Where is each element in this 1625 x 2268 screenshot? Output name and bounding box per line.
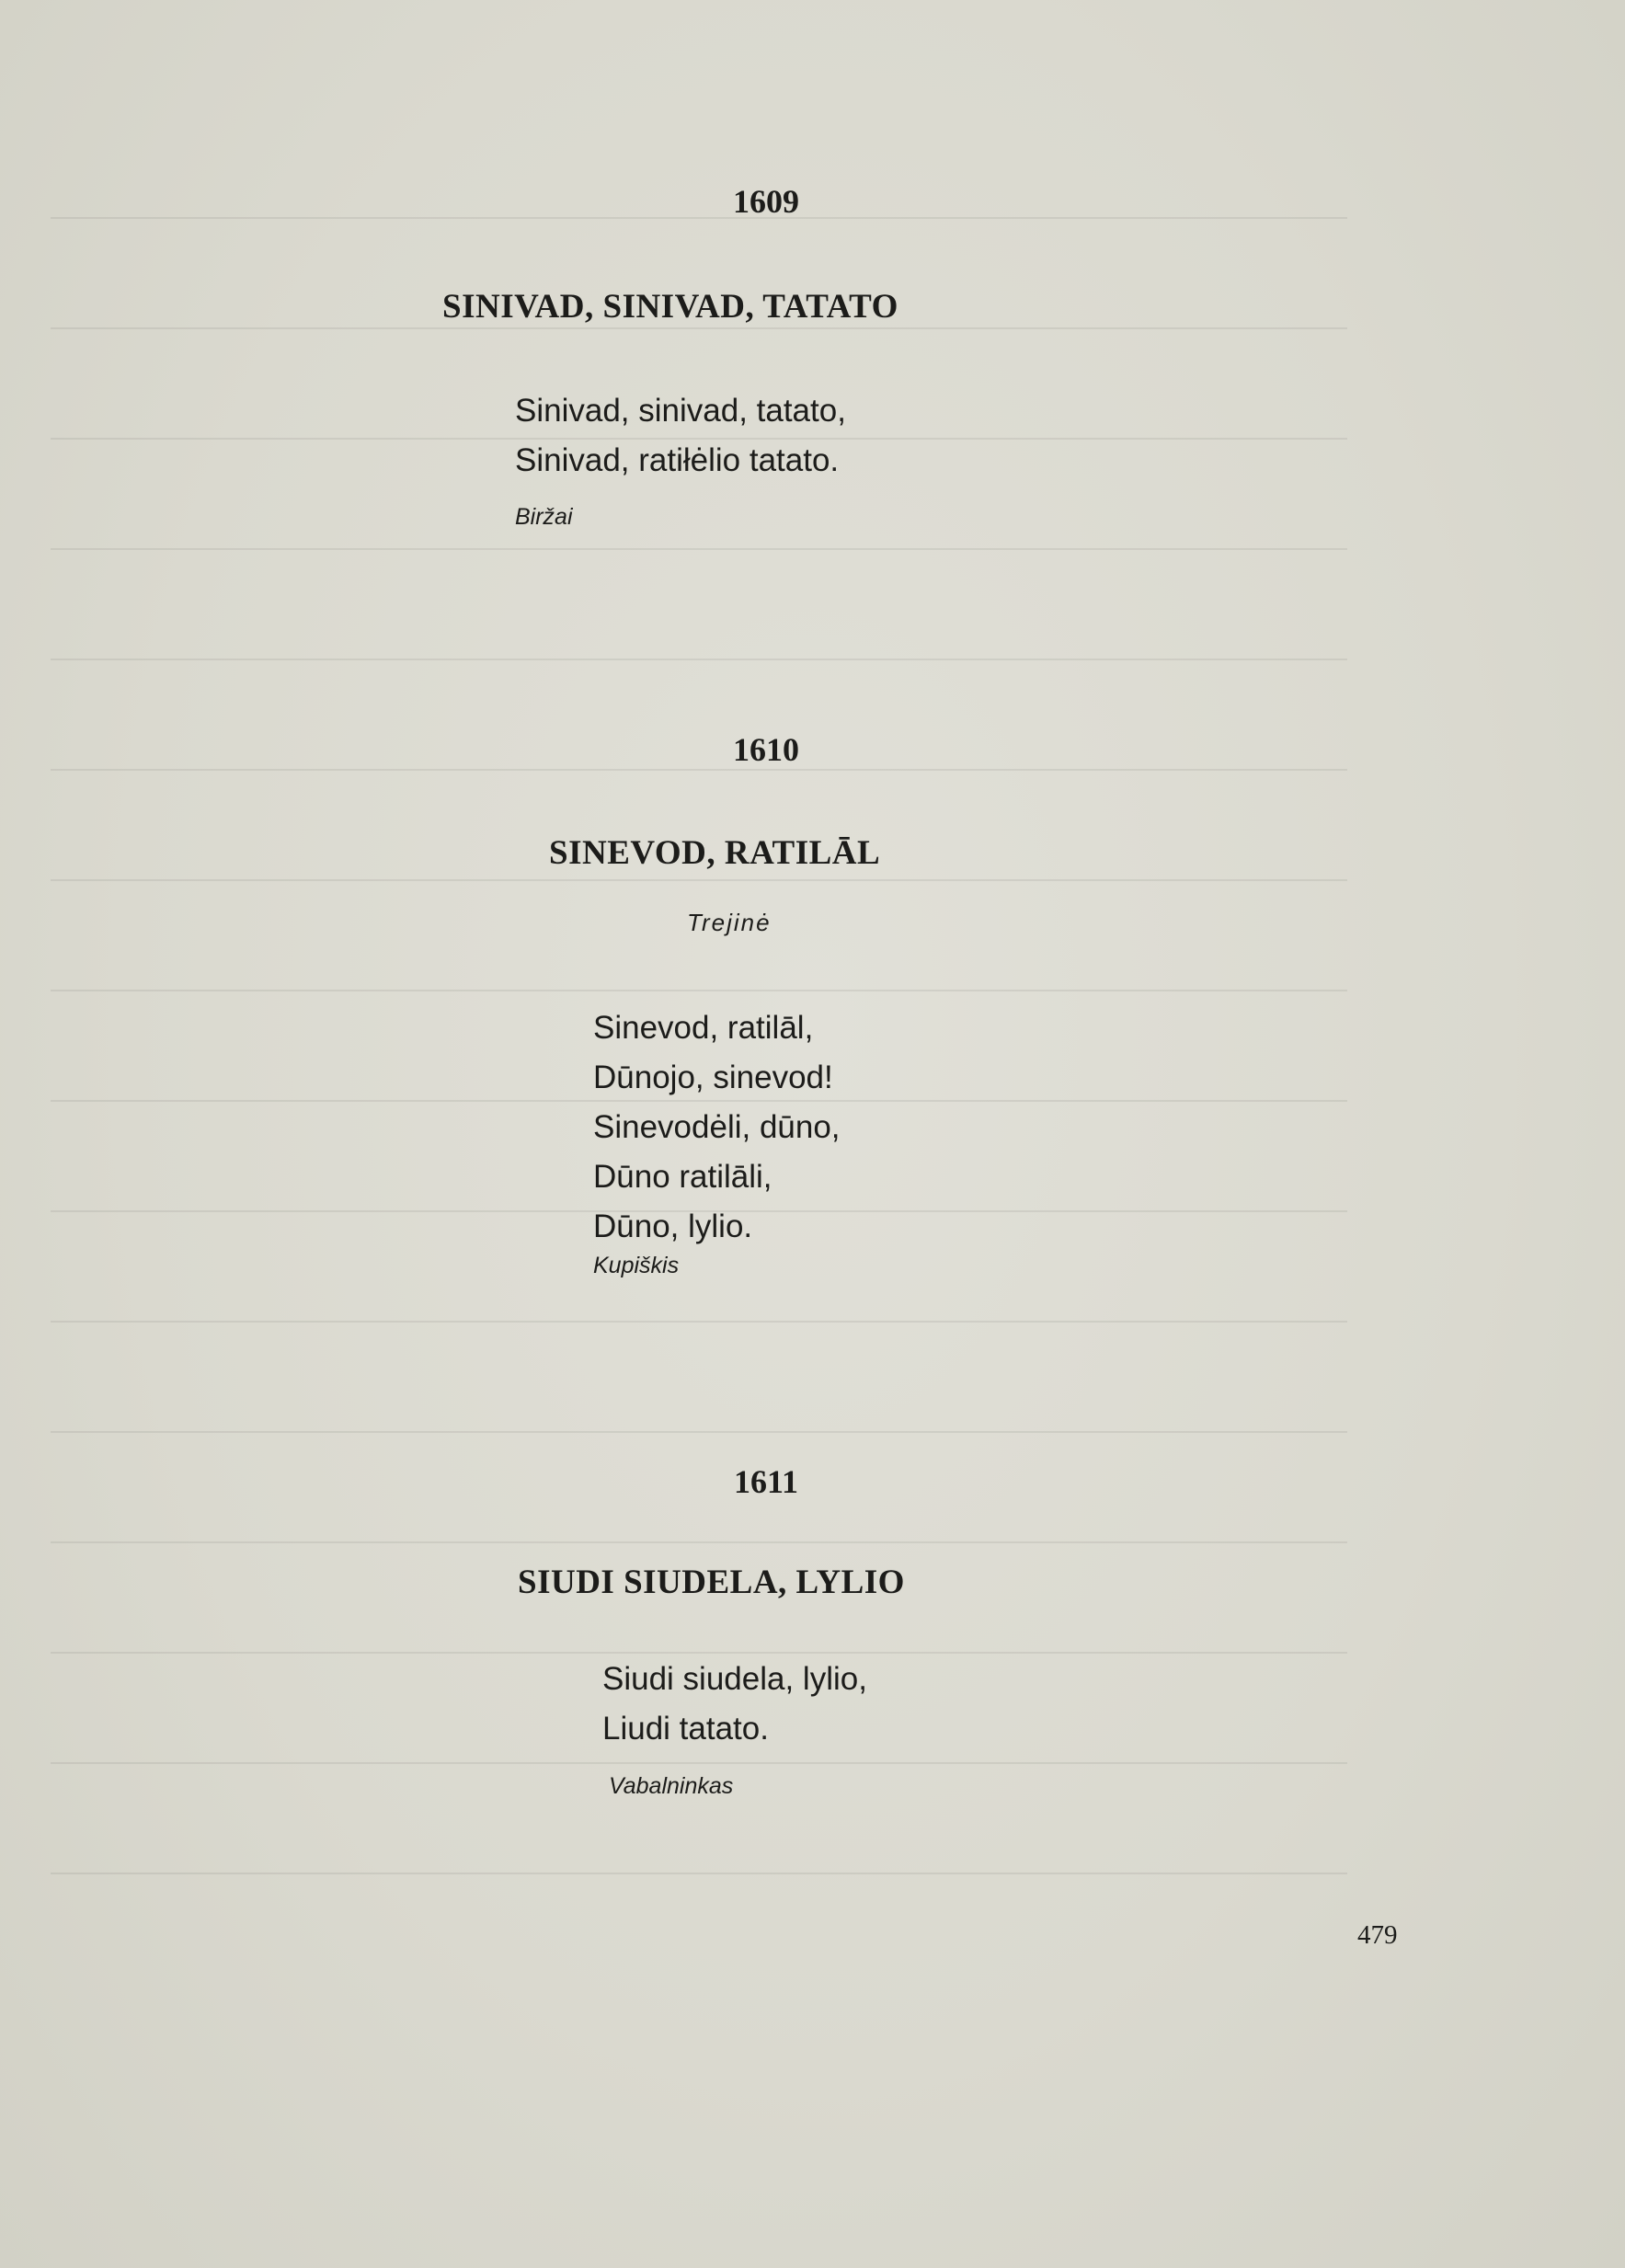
song-place: Biržai	[515, 504, 573, 530]
song-number: 1610	[733, 731, 799, 768]
song-verse	[593, 1003, 841, 1252]
verse-line: Dūnojo, sinevod!	[593, 1060, 833, 1095]
song-place: Vabalninkas	[609, 1773, 734, 1799]
verse-line: Sinivad, sinivad, tatato,	[515, 393, 846, 429]
song-subtitle: Trejinė	[687, 909, 772, 936]
song-number: 1611	[733, 1463, 798, 1500]
song-title: SINEVOD, RATILĀL	[549, 834, 881, 872]
song-place: Kupiškis	[593, 1253, 680, 1278]
verse-line: Dūno ratilāli,	[593, 1159, 772, 1195]
verse-line: Siudi siudela, lylio,	[602, 1661, 867, 1697]
song-title: SIUDI SIUDELA, LYLIO	[518, 1564, 905, 1601]
verse-line: Dūno, lylio.	[593, 1208, 753, 1244]
song-verse	[602, 1655, 867, 1754]
verse-line: Liudi tatato.	[602, 1711, 769, 1747]
page-number: 479	[1357, 1920, 1398, 1950]
song-title: SINIVAD, SINIVAD, TATATO	[442, 288, 898, 326]
song-verse	[515, 386, 846, 486]
verse-line: Sinevodėli, dūno,	[593, 1109, 841, 1145]
verse-line: Sinevod, ratilāl,	[593, 1010, 814, 1046]
verse-line: Sinivad, ratiłėlio tatato.	[515, 442, 840, 478]
song-number: 1609	[733, 183, 799, 220]
